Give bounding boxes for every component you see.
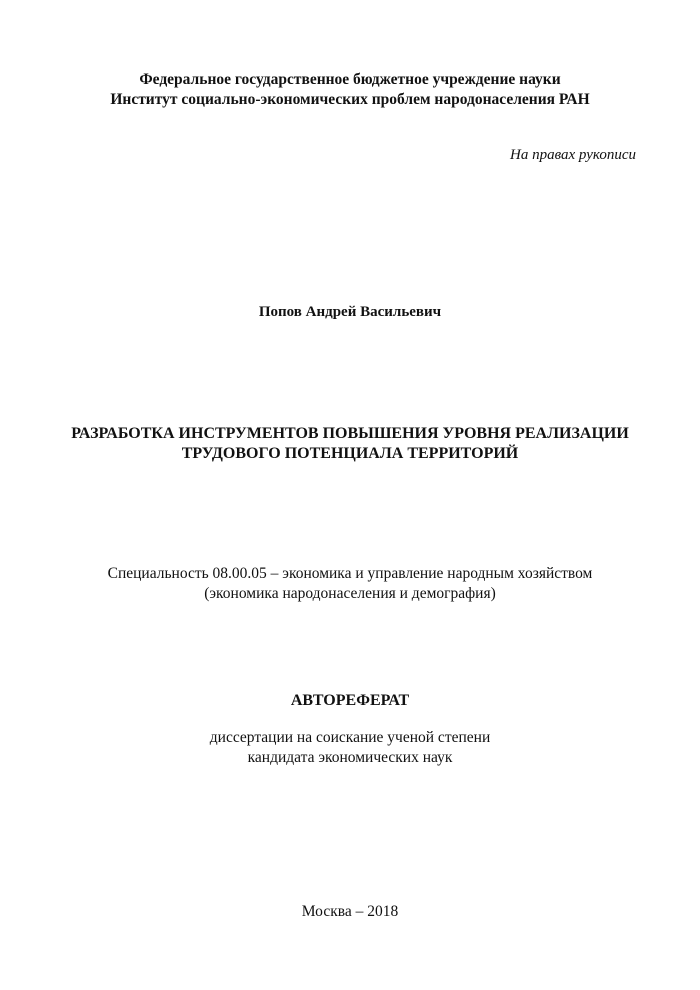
author-name-text: Попов Андрей Васильевич	[258, 304, 442, 320]
degree-block	[0, 728, 700, 768]
rights-note: На правах рукописи	[510, 147, 636, 163]
document-type	[0, 691, 700, 711]
specialty-line-1: Специальность 08.00.05 – экономика и управление народным хозяйством	[107, 565, 593, 582]
document-type-text: АВТОРЕФЕРАТ	[290, 692, 410, 709]
author-name	[0, 302, 700, 322]
organization-line-2: Институт социально-экономических проблем народонаселения РАН	[110, 91, 590, 108]
degree-line-1: диссертации на соискание ученой степени	[209, 729, 491, 746]
specialty-block	[0, 564, 700, 604]
dissertation-title	[0, 424, 700, 464]
place-and-year-text: Москва – 2018	[301, 903, 399, 920]
title-line-2: ТРУДОВОГО ПОТЕНЦИАЛА ТЕРРИТОРИЙ	[181, 445, 519, 462]
organization-line-1: Федеральное государственное бюджетное учреждение науки	[139, 71, 561, 88]
specialty-line-2: (экономика народонаселения и демография)	[204, 585, 496, 602]
place-and-year	[0, 902, 700, 922]
title-line-1: РАЗРАБОТКА ИНСТРУМЕНТОВ ПОВЫШЕНИЯ УРОВНЯ РЕАЛИЗАЦИИ	[71, 425, 629, 442]
degree-line-2: кандидата экономических наук	[247, 749, 453, 766]
organization-header	[0, 70, 700, 110]
